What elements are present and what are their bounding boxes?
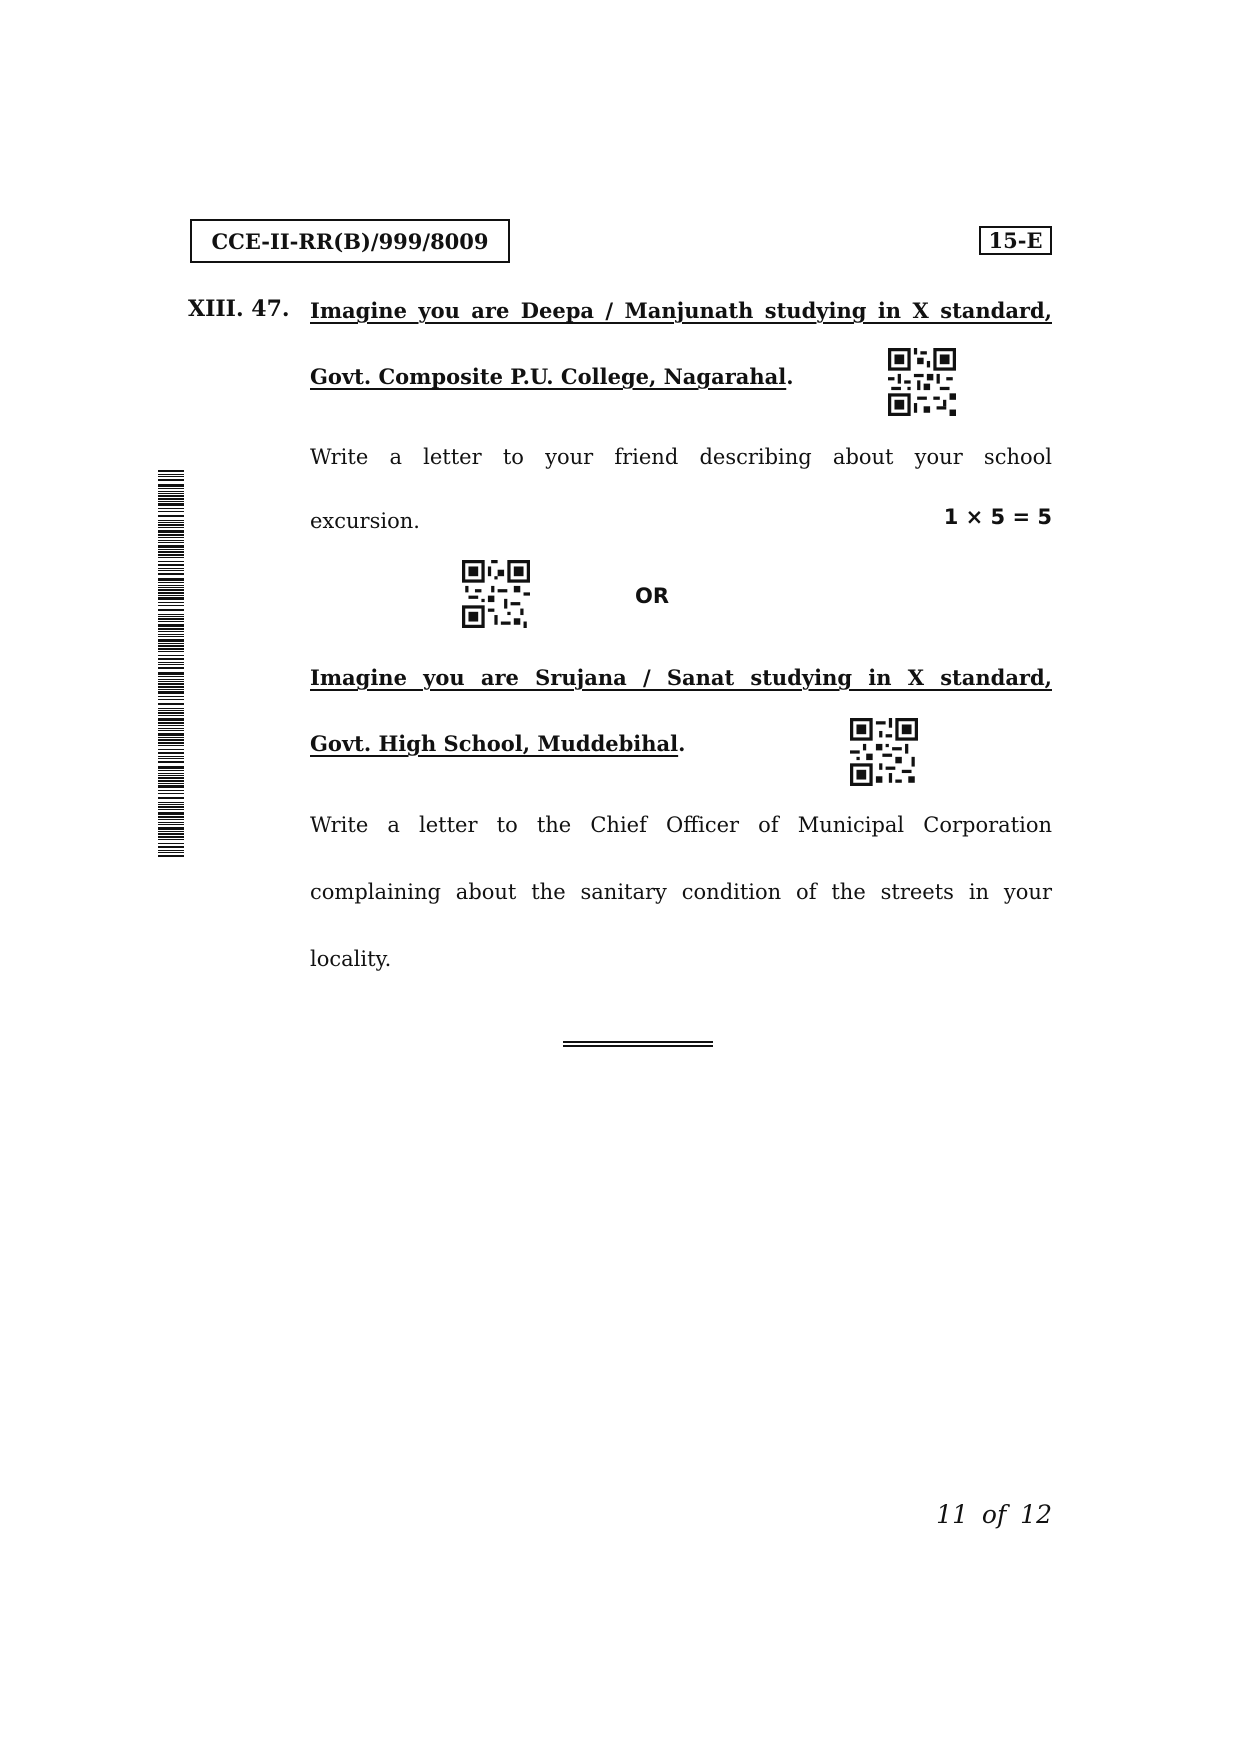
- qr-code-icon: [888, 348, 956, 416]
- option2-line2: Govt. High School, Muddebihal.: [310, 731, 686, 756]
- qr-code-icon: [850, 718, 918, 786]
- version-code-box: [979, 226, 1052, 255]
- or-separator: OR: [635, 584, 670, 608]
- paper-code-box: [190, 219, 510, 263]
- barcode-icon: [158, 470, 184, 860]
- option1-institution: Govt. Composite P.U. College, Nagarahal: [310, 364, 787, 389]
- option2-institution: Govt. High School, Muddebihal: [310, 731, 679, 756]
- option2-task-line1: Write a letter to the Chief Officer of Municipal Corporation: [310, 813, 1052, 837]
- end-of-section-rule: [563, 1041, 713, 1047]
- paper-code: CCE-II-RR(B)/999/8009: [211, 228, 489, 254]
- version-code: 15-E: [988, 228, 1043, 253]
- option1-task-line1: Write a letter to your friend describing about your school: [310, 445, 1052, 469]
- marks-allocation: 1 × 5 = 5: [943, 505, 1052, 529]
- page-number: 11 of 12: [936, 1500, 1052, 1529]
- question-number: XIII. 47.: [188, 296, 290, 322]
- option2-task-line3: locality.: [310, 947, 392, 971]
- option1-line2: Govt. Composite P.U. College, Nagarahal.: [310, 364, 794, 389]
- qr-code-icon: [462, 560, 530, 628]
- option1-line1: Imagine you are Deepa / Manjunath studying in X standard,: [310, 298, 1052, 323]
- option1-task-line2: excursion.: [310, 509, 420, 533]
- option2-line1: Imagine you are Srujana / Sanat studying in X standard,: [310, 665, 1052, 690]
- option2-task-line2: complaining about the sanitary condition of the streets in your: [310, 880, 1052, 904]
